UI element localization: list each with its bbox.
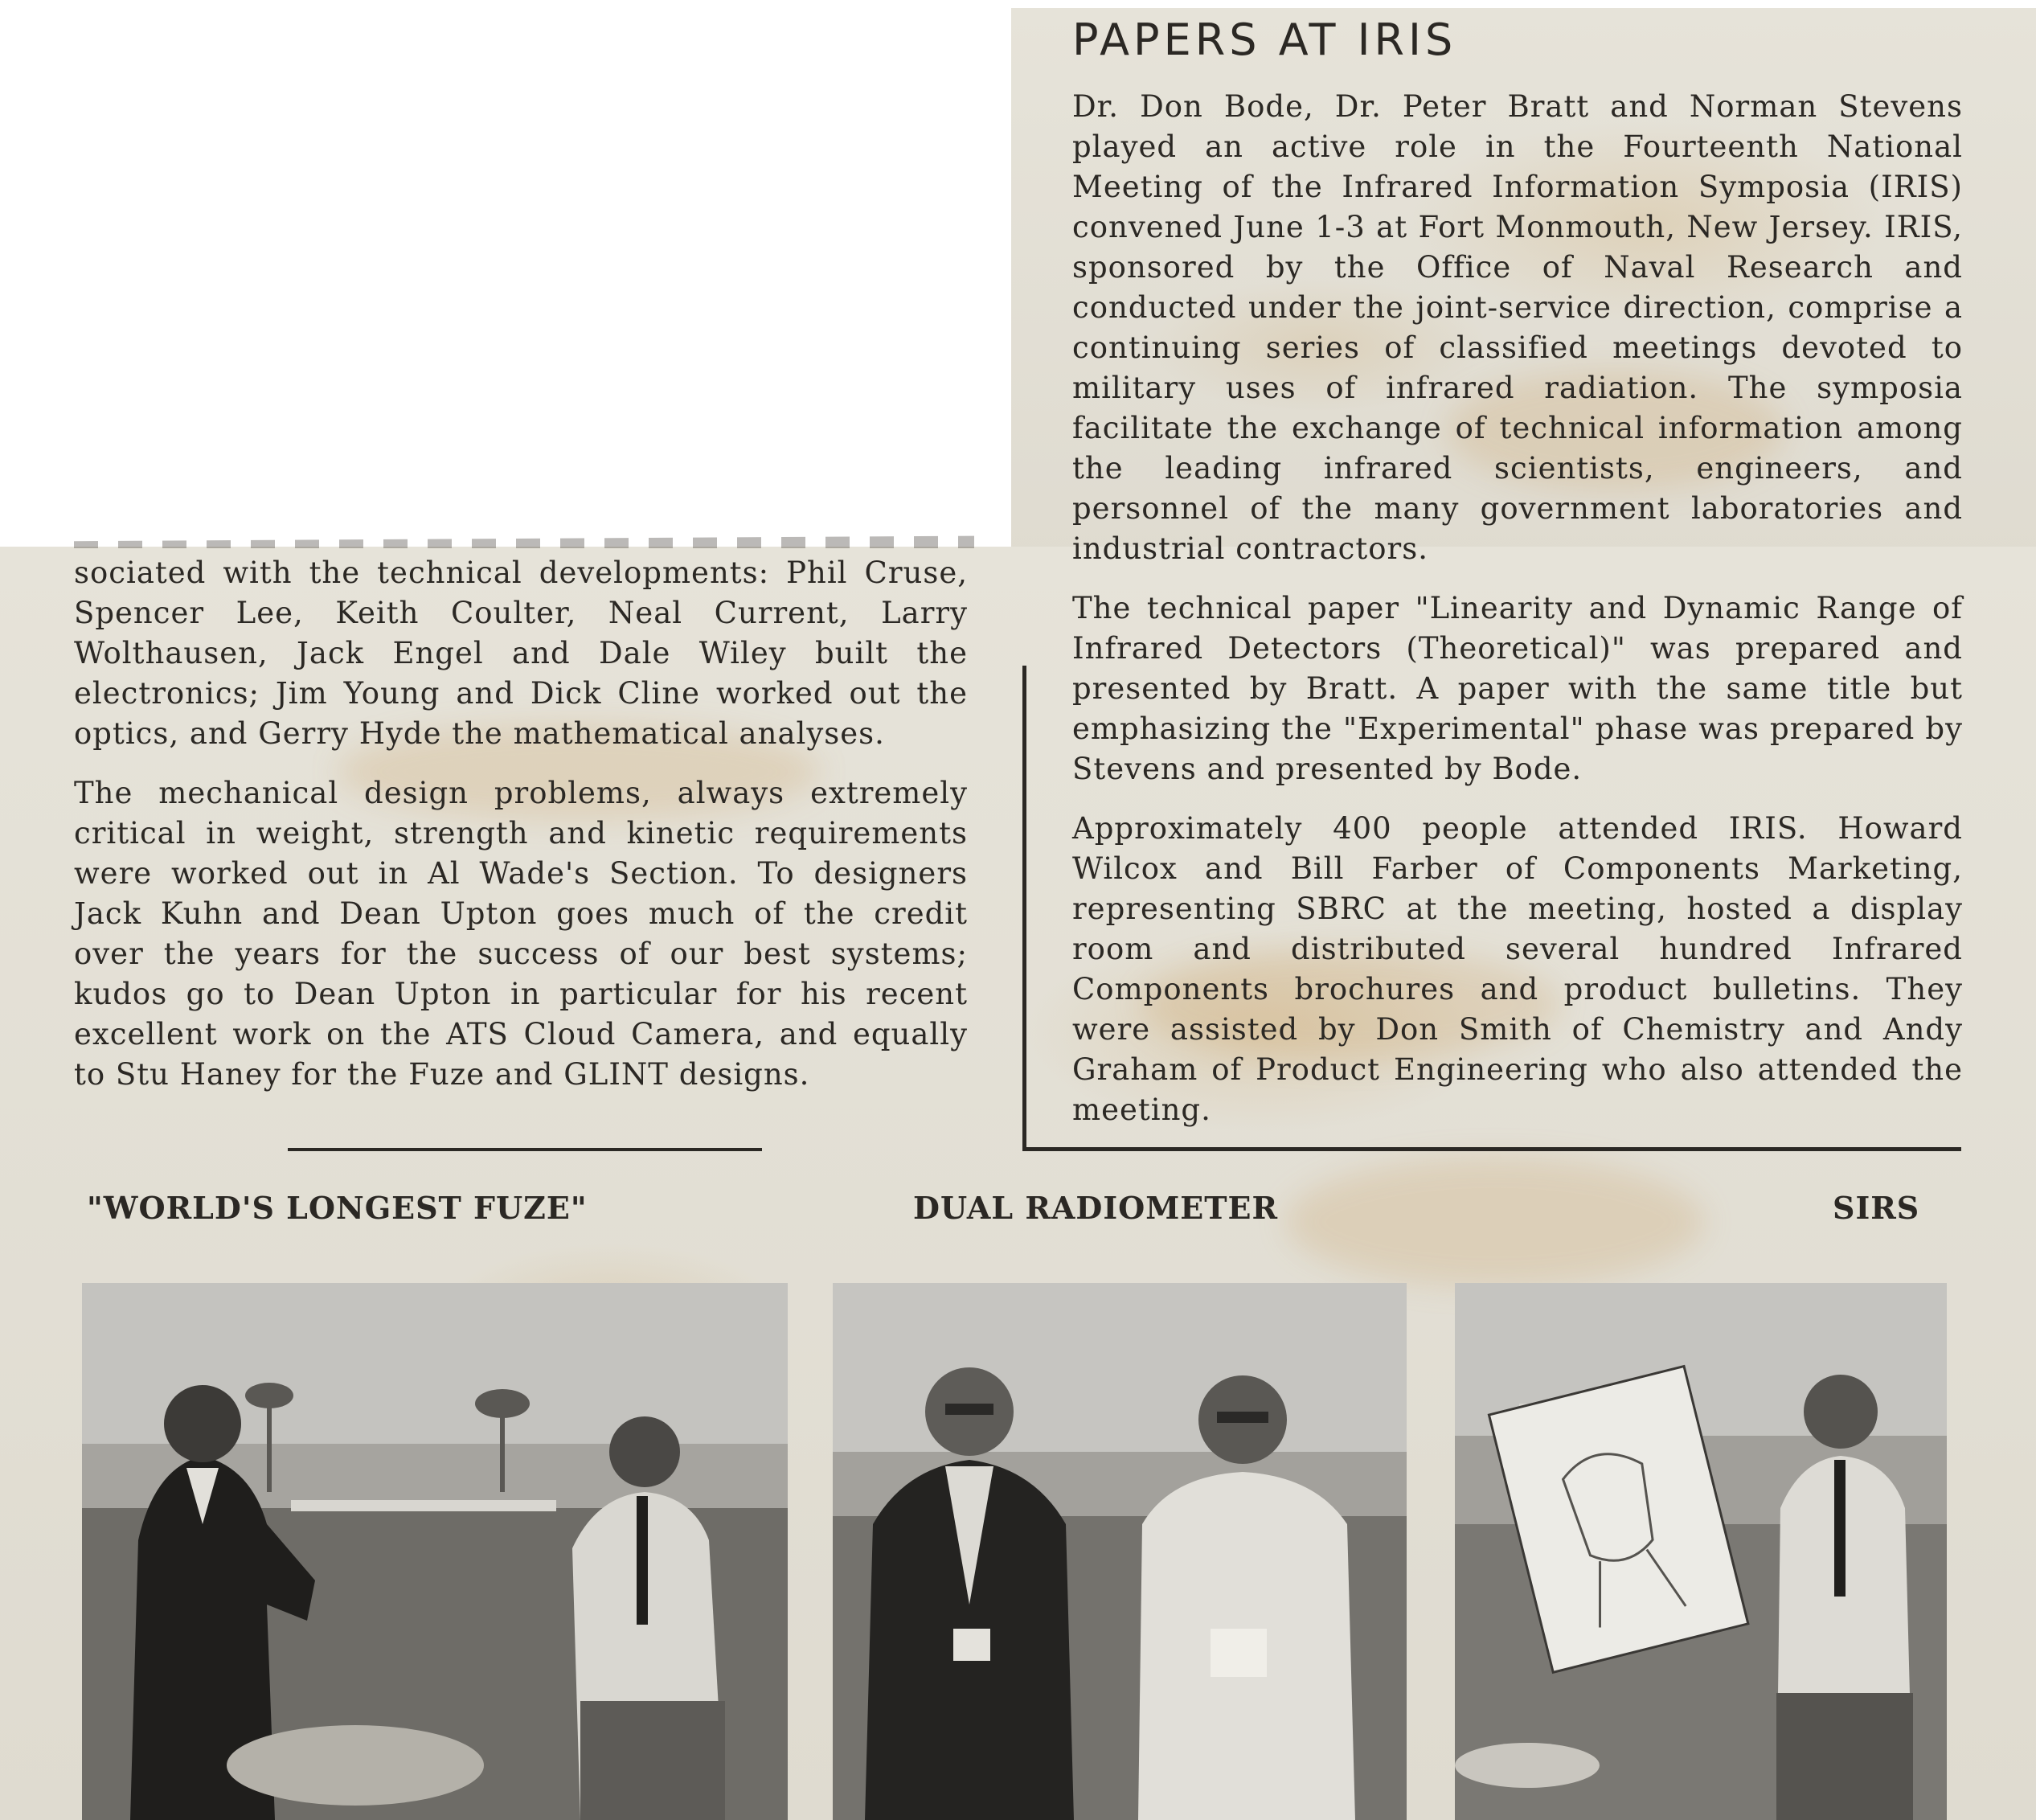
photo-caption-fuze: "WORLD'S LONGEST FUZE" bbox=[87, 1190, 588, 1226]
photo-caption-radiometer: DUAL RADIOMETER bbox=[913, 1190, 1279, 1226]
section-divider-rule bbox=[288, 1148, 762, 1151]
cut-off-text-line bbox=[74, 531, 974, 548]
photo-sirs bbox=[1455, 1283, 1947, 1820]
projects-paragraph: sociated with the technical developments: Phil Cruse, Spencer Lee, Keith Coulter, Neal Current, Larry Wolthausen, Jack Engel and Dale Wiley built the electronics; Jim Young and Dick Cline worked out the optics, and Gerry Hyde the mathematical analyses. bbox=[74, 555, 968, 751]
box-rule-vertical bbox=[1022, 666, 1026, 1151]
iris-paragraph: Dr. Don Bode, Dr. Peter Bratt and Norman Stevens played an active role in the Fourteenth National Meeting of the Infrared Information Symposia (IRIS) convened June 1-3 at Fort Monmouth, New Jersey. IRIS, sponsored by the Office of Naval Research and conducted under the joint-service direction, comprise a continuing series of classified meetings devoted to military uses of infrared radiation. The symposia facilitate the exchange of technical information among the leading infrared scientists, engineers, and personnel of the many government laboratories and industrial contractors. bbox=[1072, 89, 1963, 566]
photo-worlds-longest-fuze bbox=[82, 1283, 788, 1820]
iris-paragraph: Approximately 400 people attended IRIS. Howard Wilcox and Bill Farber of Components Marketing, representing SBRC at the meeting, hosted a display room and distributed several hundred Infrared Components brochures and product bulletins. They were assisted by Don Smith of Chemistry and Andy Graham of Product Engineering who also attended the meeting. bbox=[1072, 811, 1963, 1127]
box-rule-horizontal bbox=[1022, 1147, 1961, 1151]
projects-article-body bbox=[74, 553, 968, 1114]
water-stain bbox=[1286, 1158, 1704, 1286]
photo-caption-sirs: SIRS bbox=[1833, 1190, 1920, 1226]
article-heading: PAPERS AT IRIS bbox=[1072, 14, 1457, 65]
projects-paragraph: The mechanical design problems, always extremely critical in weight, strength and kinetic requirements were worked out in Al Wade's Section. To designers Jack Kuhn and Dean Upton goes much of the credit over the years for the success of our best systems; kudos go to Dean Upton in particular for his recent excellent work on the ATS Cloud Camera, and equally to Stu Haney for the Fuze and GLINT designs. bbox=[74, 776, 968, 1092]
iris-paragraph: The technical paper "Linearity and Dynamic Range of Infrared Detectors (Theoretical)" was prepared and presented by Bratt. A paper with the same title but emphasizing the "Experimental" phase was prepared by Stevens and presented by Bode. bbox=[1072, 591, 1963, 786]
photo-dual-radiometer bbox=[833, 1283, 1407, 1820]
iris-article-body bbox=[1072, 87, 1963, 1150]
